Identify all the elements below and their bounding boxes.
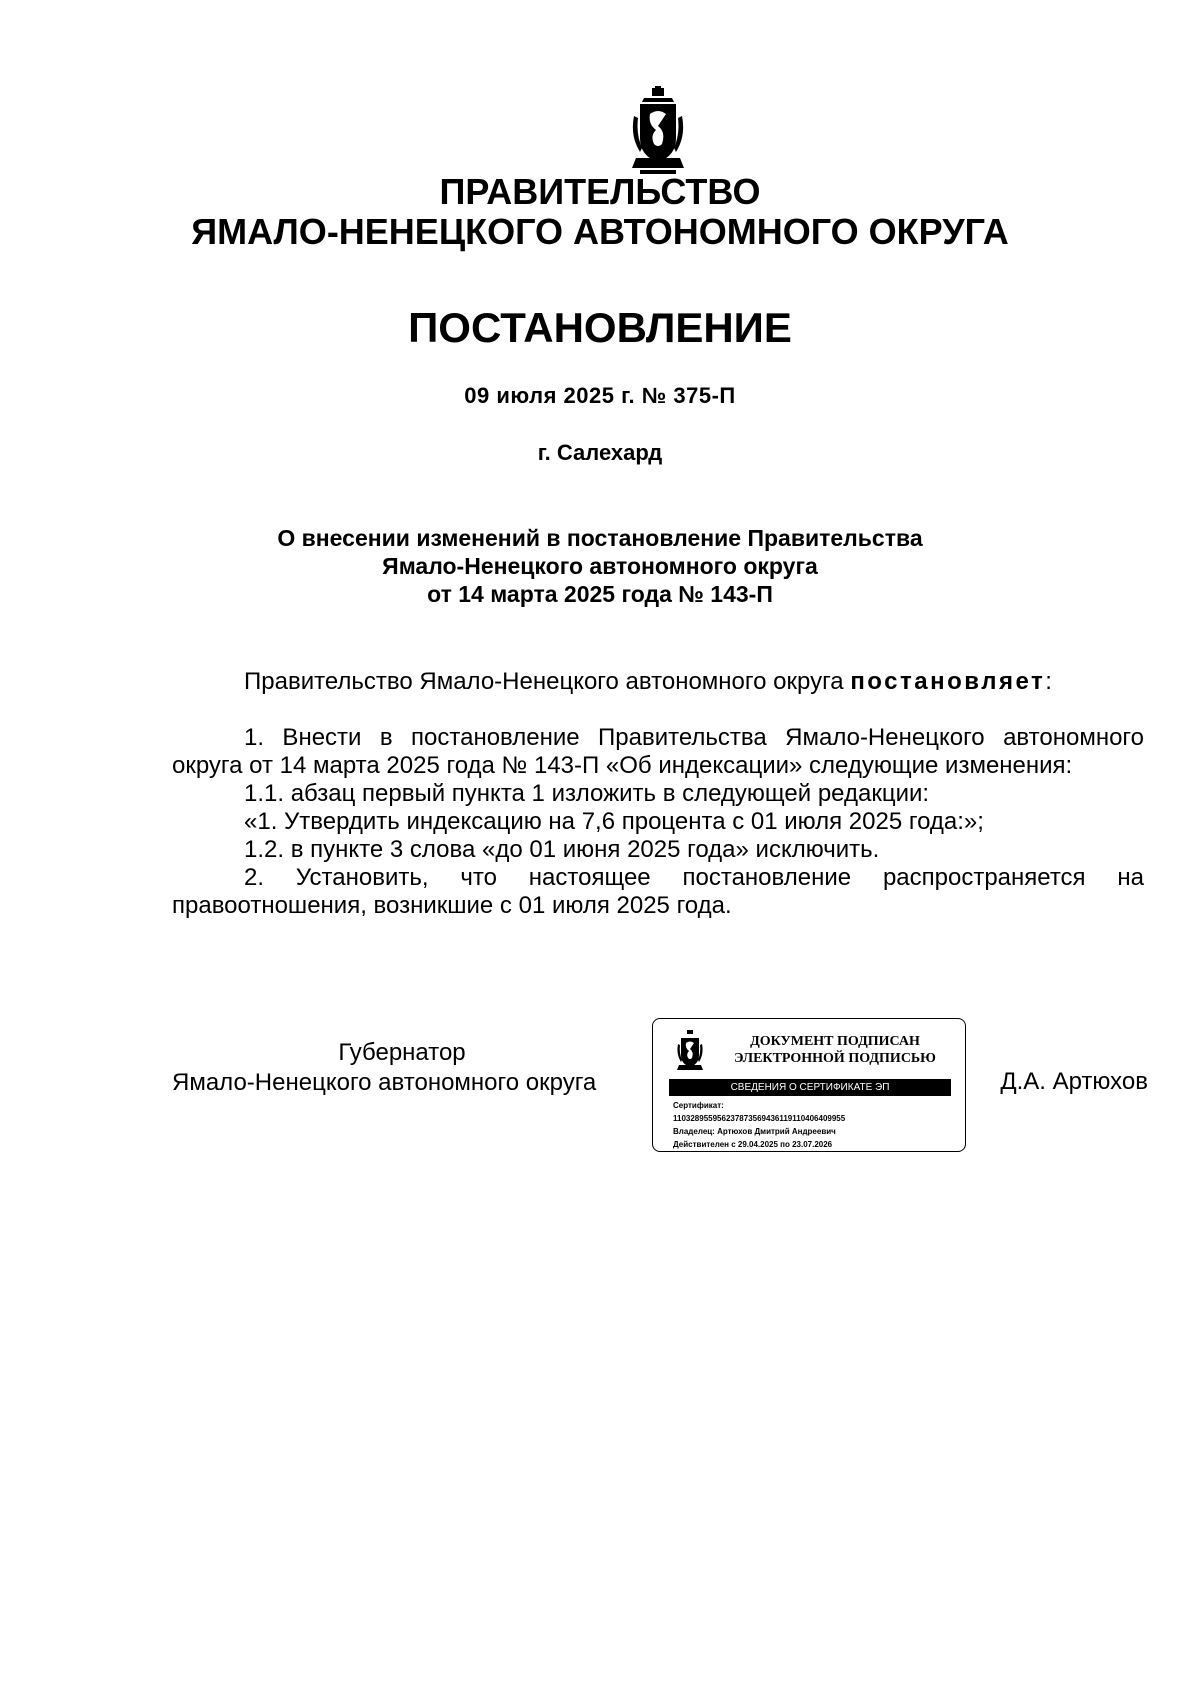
preamble-suffix: : [1045, 668, 1052, 695]
organization-name [0, 172, 1200, 252]
stamp-title-line-2: ЭЛЕКТРОННОЙ ПОДПИСЬЮ [734, 1051, 936, 1066]
preamble-text: Правительство Ямало-Ненецкого автономного округа [244, 668, 851, 695]
certificate-owner: Владелец: Артюхов Дмитрий Андреевич [673, 1127, 836, 1136]
clause-1: 1. Внести в постановление Правительства Ямало-Ненецкого автономного округа от 14 марта 2025 года № 143-П «Об индексации» следующие изменения: [172, 724, 1144, 779]
position-line-2: Ямало-Ненецкого автономного округа [172, 1069, 597, 1096]
certificate-validity: Действителен с 29.04.2025 по 23.07.2026 [673, 1140, 833, 1149]
clause-1-2: 1.2. в пункте 3 слова «до 01 июня 2025 года» исключить. [244, 836, 880, 863]
subject-line-3: от 14 марта 2025 года № 143-П [427, 581, 773, 607]
clause-2: 2. Установить, что настоящее постановление распространяется на правоотношения, возникшие с 01 июля 2025 года. [172, 864, 1144, 919]
certificate-label: Сертификат: [673, 1101, 724, 1110]
stamp-title-line-1: ДОКУМЕНТ ПОДПИСАН [750, 1034, 920, 1049]
coat-of-arms-icon [628, 86, 688, 178]
organization-line-1: ПРАВИТЕЛЬСТВО [439, 171, 761, 212]
stamp-title [715, 1033, 955, 1067]
electronic-signature-stamp [652, 1018, 966, 1152]
clause-1-1: 1.1. абзац первый пункта 1 изложить в следующей редакции: [244, 780, 930, 807]
organization-line-2: ЯМАЛО-НЕНЕЦКОГО АВТОНОМНОГО ОКРУГА [191, 211, 1009, 252]
subject-line-2: Ямало-Ненецкого автономного округа [382, 553, 818, 579]
date-and-number: 09 июля 2025 г. № 375-П [464, 383, 736, 408]
document-subject [0, 524, 1200, 608]
document-body [172, 668, 1144, 920]
position-line-1: Губернатор [338, 1039, 466, 1066]
preamble [172, 668, 1144, 696]
signatory-name: Д.А. Артюхов [1000, 1068, 1148, 1095]
certificate-number: 110328955956237873569436119110406409955 [673, 1114, 846, 1123]
coat-of-arms-icon [675, 1029, 705, 1075]
certificate-info-bar: СВЕДЕНИЯ О СЕРТИФИКАТЕ ЭП [669, 1079, 951, 1096]
clause-1-1-quote: «1. Утвердить индексацию на 7,6 процента с 01 июля 2025 года:»; [244, 808, 984, 835]
subject-line-1: О внесении изменений в постановление Правительства [277, 525, 923, 551]
city: г. Салехард [537, 440, 663, 465]
preamble-keyword: постановляет [850, 668, 1046, 695]
certificate-details [673, 1099, 957, 1151]
signatory-position [172, 1038, 642, 1098]
document-type: ПОСТАНОВЛЕНИЕ [408, 304, 792, 351]
